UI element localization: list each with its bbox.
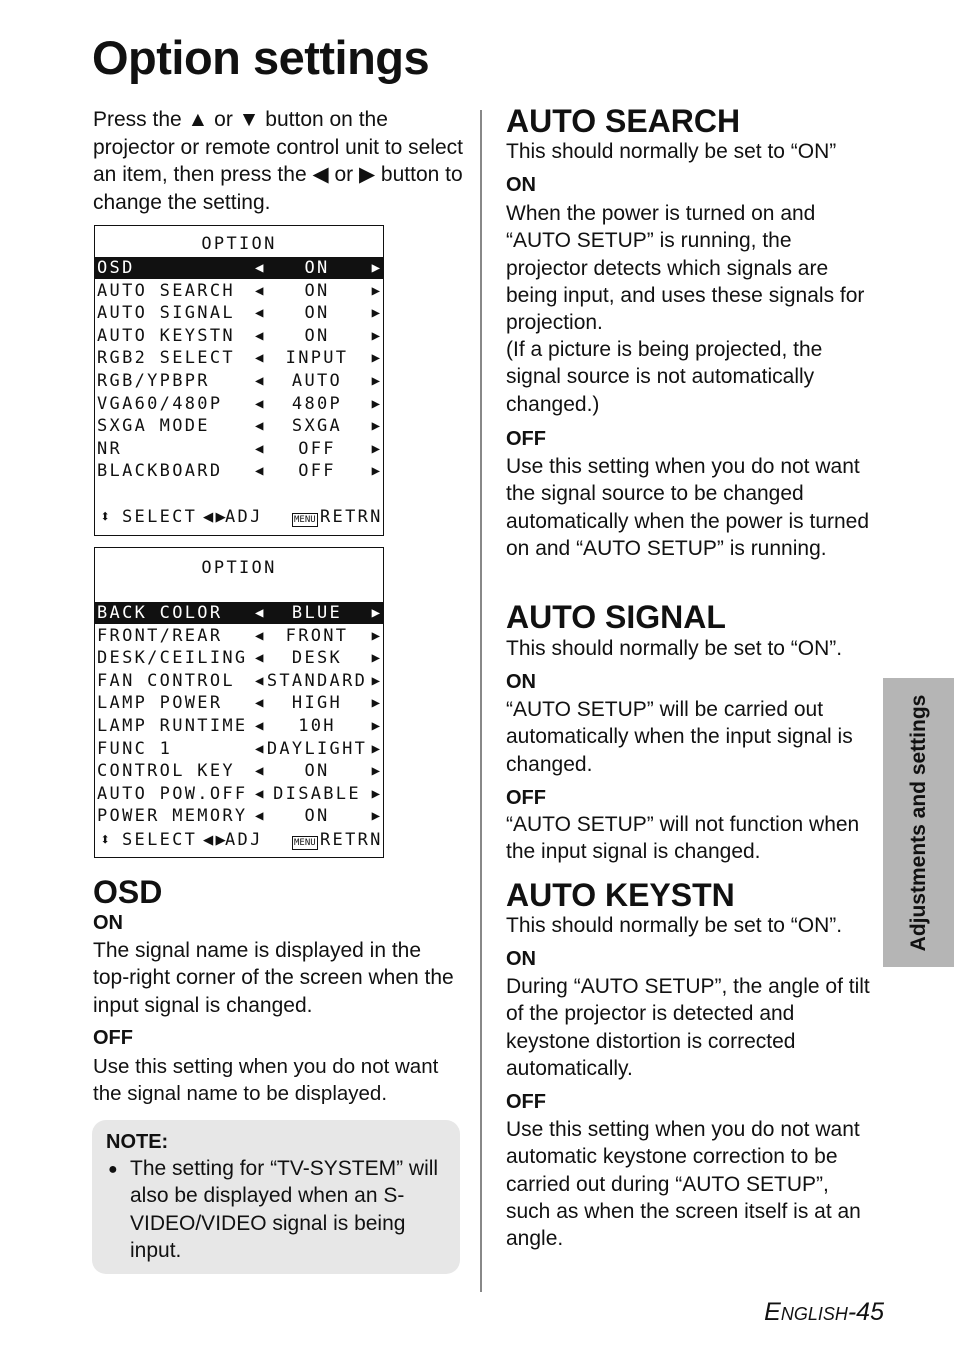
- menu-row-value: STANDARD: [266, 670, 368, 691]
- menu-row[interactable]: [95, 715, 383, 737]
- menu-row-value: 10H: [298, 716, 336, 736]
- right-arrow-icon: ▶: [371, 395, 380, 412]
- side-tab-label: Adjustments and settings: [906, 694, 930, 951]
- footer-select: SELECT: [122, 507, 198, 527]
- left-arrow-icon: ◀: [255, 282, 264, 299]
- menu-row-label: BLACKBOARD: [97, 461, 223, 482]
- left-arrow-icon: ◀: [255, 627, 264, 644]
- up-down-arrow-icon: ⬍: [100, 507, 113, 527]
- left-arrow-icon: ◀: [255, 373, 264, 389]
- menu-row-value: DAYLIGHT: [266, 738, 368, 759]
- right-arrow-icon: ▶: [371, 440, 380, 457]
- left-arrow-icon: ◀: [255, 785, 264, 802]
- menu-row-value: BLUE: [291, 603, 343, 623]
- right-arrow-icon: ▶: [371, 282, 380, 299]
- menu-row[interactable]: [95, 670, 383, 692]
- auto-keystn-on-text: During “AUTO SETUP”, the angle of tilt of the projector is detected and keystone distortion is corrected automatically.: [506, 975, 870, 1080]
- menu-row-label: FAN CONTROL: [97, 670, 235, 691]
- menu-row-value: HIGH: [291, 693, 343, 714]
- note-text: The setting for “TV-SYSTEM” will also be displayed when an S-VIDEO/VIDEO signal is being input.: [130, 1157, 439, 1262]
- right-arrow-icon: ▶: [371, 327, 380, 344]
- menu-title: OPTION: [201, 558, 277, 578]
- menu-row[interactable]: [95, 347, 383, 369]
- auto-keystn-heading: AUTO KEYSTN: [506, 877, 735, 913]
- intro-text: Press the ▲ or ▼ button on the projector or remote control unit to select an item, then press the ◀ or ▶ button to change the setting.: [93, 108, 464, 214]
- left-arrow-icon: ◀: [255, 650, 264, 667]
- menu-row-label: DESK/CEILING: [97, 648, 248, 669]
- menu-footer: [95, 506, 383, 528]
- left-arrow-icon: ◀: [255, 672, 264, 689]
- menu-row-value: SXGA: [291, 416, 343, 437]
- menu-row-label: OSD: [97, 258, 135, 278]
- right-arrow-icon: ▶: [371, 650, 380, 667]
- menu-row-label: FUNC 1: [97, 738, 173, 759]
- bullet-icon: ●: [108, 1161, 118, 1178]
- left-right-arrow-icon: ◀▶: [203, 830, 229, 850]
- auto-keystn-intro: This should normally be set to “ON”.: [506, 914, 843, 937]
- page-number: ENGLISH-45: [764, 1298, 884, 1326]
- left-arrow-icon: ◀: [255, 305, 264, 322]
- up-down-arrow-icon: ⬍: [100, 830, 113, 850]
- menu-row-label: LAMP RUNTIME: [97, 716, 248, 736]
- right-arrow-icon: ▶: [371, 463, 380, 480]
- note-box: [92, 1120, 460, 1274]
- menu-row-label: LAMP POWER: [97, 693, 223, 714]
- footer-retrn: RETRN: [320, 830, 383, 850]
- left-arrow-icon: ◀: [255, 740, 264, 757]
- auto-search-off-label: OFF: [506, 428, 546, 450]
- menu-row[interactable]: [95, 602, 383, 624]
- right-arrow-icon: ▶: [371, 350, 380, 367]
- menu-row-value: ON: [304, 280, 330, 301]
- osd-off-text: Use this setting when you do not want the signal name to be displayed.: [93, 1055, 439, 1106]
- menu-row-value: INPUT: [285, 348, 349, 369]
- left-arrow-icon: ◀: [255, 695, 264, 712]
- footer-select: SELECT: [122, 830, 198, 850]
- left-arrow-icon: ◀: [255, 463, 264, 480]
- left-arrow-icon: ◀: [255, 808, 264, 825]
- menu-row[interactable]: [95, 647, 383, 669]
- menu-row[interactable]: [95, 805, 383, 827]
- footer-adj: ADJ: [225, 507, 263, 527]
- menu-row-value: ON: [304, 761, 330, 782]
- menu-row-value: AUTO: [291, 371, 343, 391]
- left-arrow-icon: ◀: [255, 763, 264, 780]
- right-arrow-icon: ▶: [371, 373, 380, 389]
- auto-search-on-text: When the power is turned on and “AUTO SETUP” is running, the projector detects which signals are being input, and uses these signals for projection.: [506, 202, 865, 335]
- osd-off-label: OFF: [93, 1027, 133, 1049]
- right-arrow-icon: ▶: [371, 260, 380, 276]
- menu-row-value: OFF: [298, 461, 336, 482]
- right-arrow-icon: ▶: [371, 763, 380, 780]
- menu-row-value: ON: [304, 806, 330, 827]
- menu-row-label: AUTO KEYSTN: [97, 325, 235, 346]
- section-side-tab: [883, 678, 954, 967]
- menu-row-label: CONTROL KEY: [97, 761, 235, 782]
- menu-row[interactable]: [95, 738, 383, 760]
- left-arrow-icon: ◀: [255, 260, 264, 276]
- auto-search-heading: AUTO SEARCH: [506, 103, 741, 139]
- auto-signal-off-label: OFF: [506, 787, 546, 809]
- osd-on-text: The signal name is displayed in the top-right corner of the screen when the input signal is changed.: [93, 939, 454, 1017]
- left-arrow-icon: ◀: [255, 350, 264, 367]
- menu-row-value: ON: [304, 325, 330, 346]
- left-arrow-icon: ◀: [255, 440, 264, 457]
- osd-heading: OSD: [93, 874, 163, 910]
- menu-row[interactable]: [95, 370, 383, 392]
- menu-row-label: RGB/YPBPR: [97, 371, 210, 391]
- menu-row[interactable]: [95, 302, 383, 324]
- menu-row-label: NR: [97, 438, 123, 459]
- right-arrow-icon: ▶: [371, 418, 380, 435]
- menu-row[interactable]: [95, 760, 383, 782]
- menu-row-value: FRONT: [285, 625, 349, 646]
- page-title: Option settings: [92, 31, 430, 84]
- auto-signal-intro: This should normally be set to “ON”.: [506, 637, 843, 660]
- menu-row-label: POWER MEMORY: [97, 806, 248, 827]
- menu-row[interactable]: [95, 783, 383, 805]
- menu-row[interactable]: [95, 438, 383, 460]
- auto-keystn-on-label: ON: [506, 948, 536, 970]
- menu-row-label: SXGA MODE: [97, 416, 210, 437]
- auto-search-intro: This should normally be set to “ON”: [506, 140, 837, 163]
- menu-row-label: AUTO SEARCH: [97, 280, 235, 301]
- right-arrow-icon: ▶: [371, 605, 380, 621]
- menu-row[interactable]: [95, 415, 383, 437]
- menu-row[interactable]: [95, 460, 383, 482]
- osd-menu-option-1: [94, 225, 384, 536]
- right-arrow-icon: ▶: [371, 808, 380, 825]
- auto-signal-on-text: “AUTO SETUP” will be carried out automatically when the input signal is changed.: [506, 698, 853, 776]
- menu-row-value: DISABLE: [273, 783, 361, 804]
- menu-row-label: AUTO SIGNAL: [97, 303, 235, 324]
- menu-row-label: AUTO POW.OFF: [97, 783, 248, 804]
- right-arrow-icon: ▶: [371, 718, 380, 734]
- menu-row[interactable]: [95, 625, 383, 647]
- menu-row-label: BACK COLOR: [97, 603, 223, 623]
- menu-row-value: DESK: [291, 648, 343, 669]
- left-right-arrow-icon: ◀▶: [203, 507, 229, 527]
- column-divider: [480, 110, 482, 1292]
- left-arrow-icon: ◀: [255, 718, 264, 734]
- menu-row-value: ON: [304, 258, 330, 278]
- menu-row-value: OFF: [298, 438, 336, 459]
- right-arrow-icon: ▶: [371, 740, 380, 757]
- auto-keystn-off-label: OFF: [506, 1091, 546, 1113]
- right-arrow-icon: ▶: [371, 785, 380, 802]
- menu-row[interactable]: [95, 280, 383, 302]
- menu-row-value: ON: [304, 303, 330, 324]
- left-arrow-icon: ◀: [255, 605, 264, 621]
- footer-retrn: RETRN: [320, 507, 383, 527]
- auto-search-on-note: (If a picture is being projected, the signal source is not automatically changed.): [506, 338, 823, 416]
- auto-signal-off-text: “AUTO SETUP” will not function when the input signal is changed.: [506, 813, 860, 864]
- menu-row-label: RGB2 SELECT: [97, 348, 235, 369]
- menu-title: OPTION: [201, 234, 277, 254]
- right-arrow-icon: ▶: [371, 305, 380, 322]
- menu-row[interactable]: [95, 257, 383, 279]
- menu-row[interactable]: [95, 325, 383, 347]
- menu-button-icon: MENU: [294, 838, 316, 848]
- menu-row-label: VGA60/480P: [97, 393, 223, 414]
- footer-adj: ADJ: [225, 830, 263, 850]
- left-arrow-icon: ◀: [255, 418, 264, 435]
- auto-keystn-off-text: Use this setting when you do not want automatic keystone correction to be carried out during “AUTO SETUP”, such as when the screen itself is at an angle.: [506, 1118, 861, 1251]
- auto-signal-heading: AUTO SIGNAL: [506, 599, 726, 635]
- right-arrow-icon: ▶: [371, 672, 380, 689]
- left-arrow-icon: ◀: [255, 395, 264, 412]
- right-arrow-icon: ▶: [371, 627, 380, 644]
- note-label: NOTE:: [106, 1131, 169, 1153]
- right-arrow-icon: ▶: [371, 695, 380, 712]
- menu-row[interactable]: [95, 692, 383, 714]
- auto-signal-on-label: ON: [506, 671, 536, 693]
- menu-row-label: FRONT/REAR: [97, 625, 223, 646]
- left-arrow-icon: ◀: [255, 327, 264, 344]
- menu-row[interactable]: [95, 393, 383, 415]
- menu-footer: [95, 829, 383, 851]
- osd-on-label: ON: [93, 912, 123, 934]
- osd-menu-option-2: [94, 547, 384, 858]
- menu-button-icon: MENU: [294, 515, 316, 525]
- menu-row-value: 480P: [291, 393, 343, 414]
- auto-search-off-text: Use this setting when you do not want the signal source to be changed automatically when the power is turned on and “AUTO SETUP” is running.: [506, 455, 870, 560]
- auto-search-on-label: ON: [506, 174, 536, 196]
